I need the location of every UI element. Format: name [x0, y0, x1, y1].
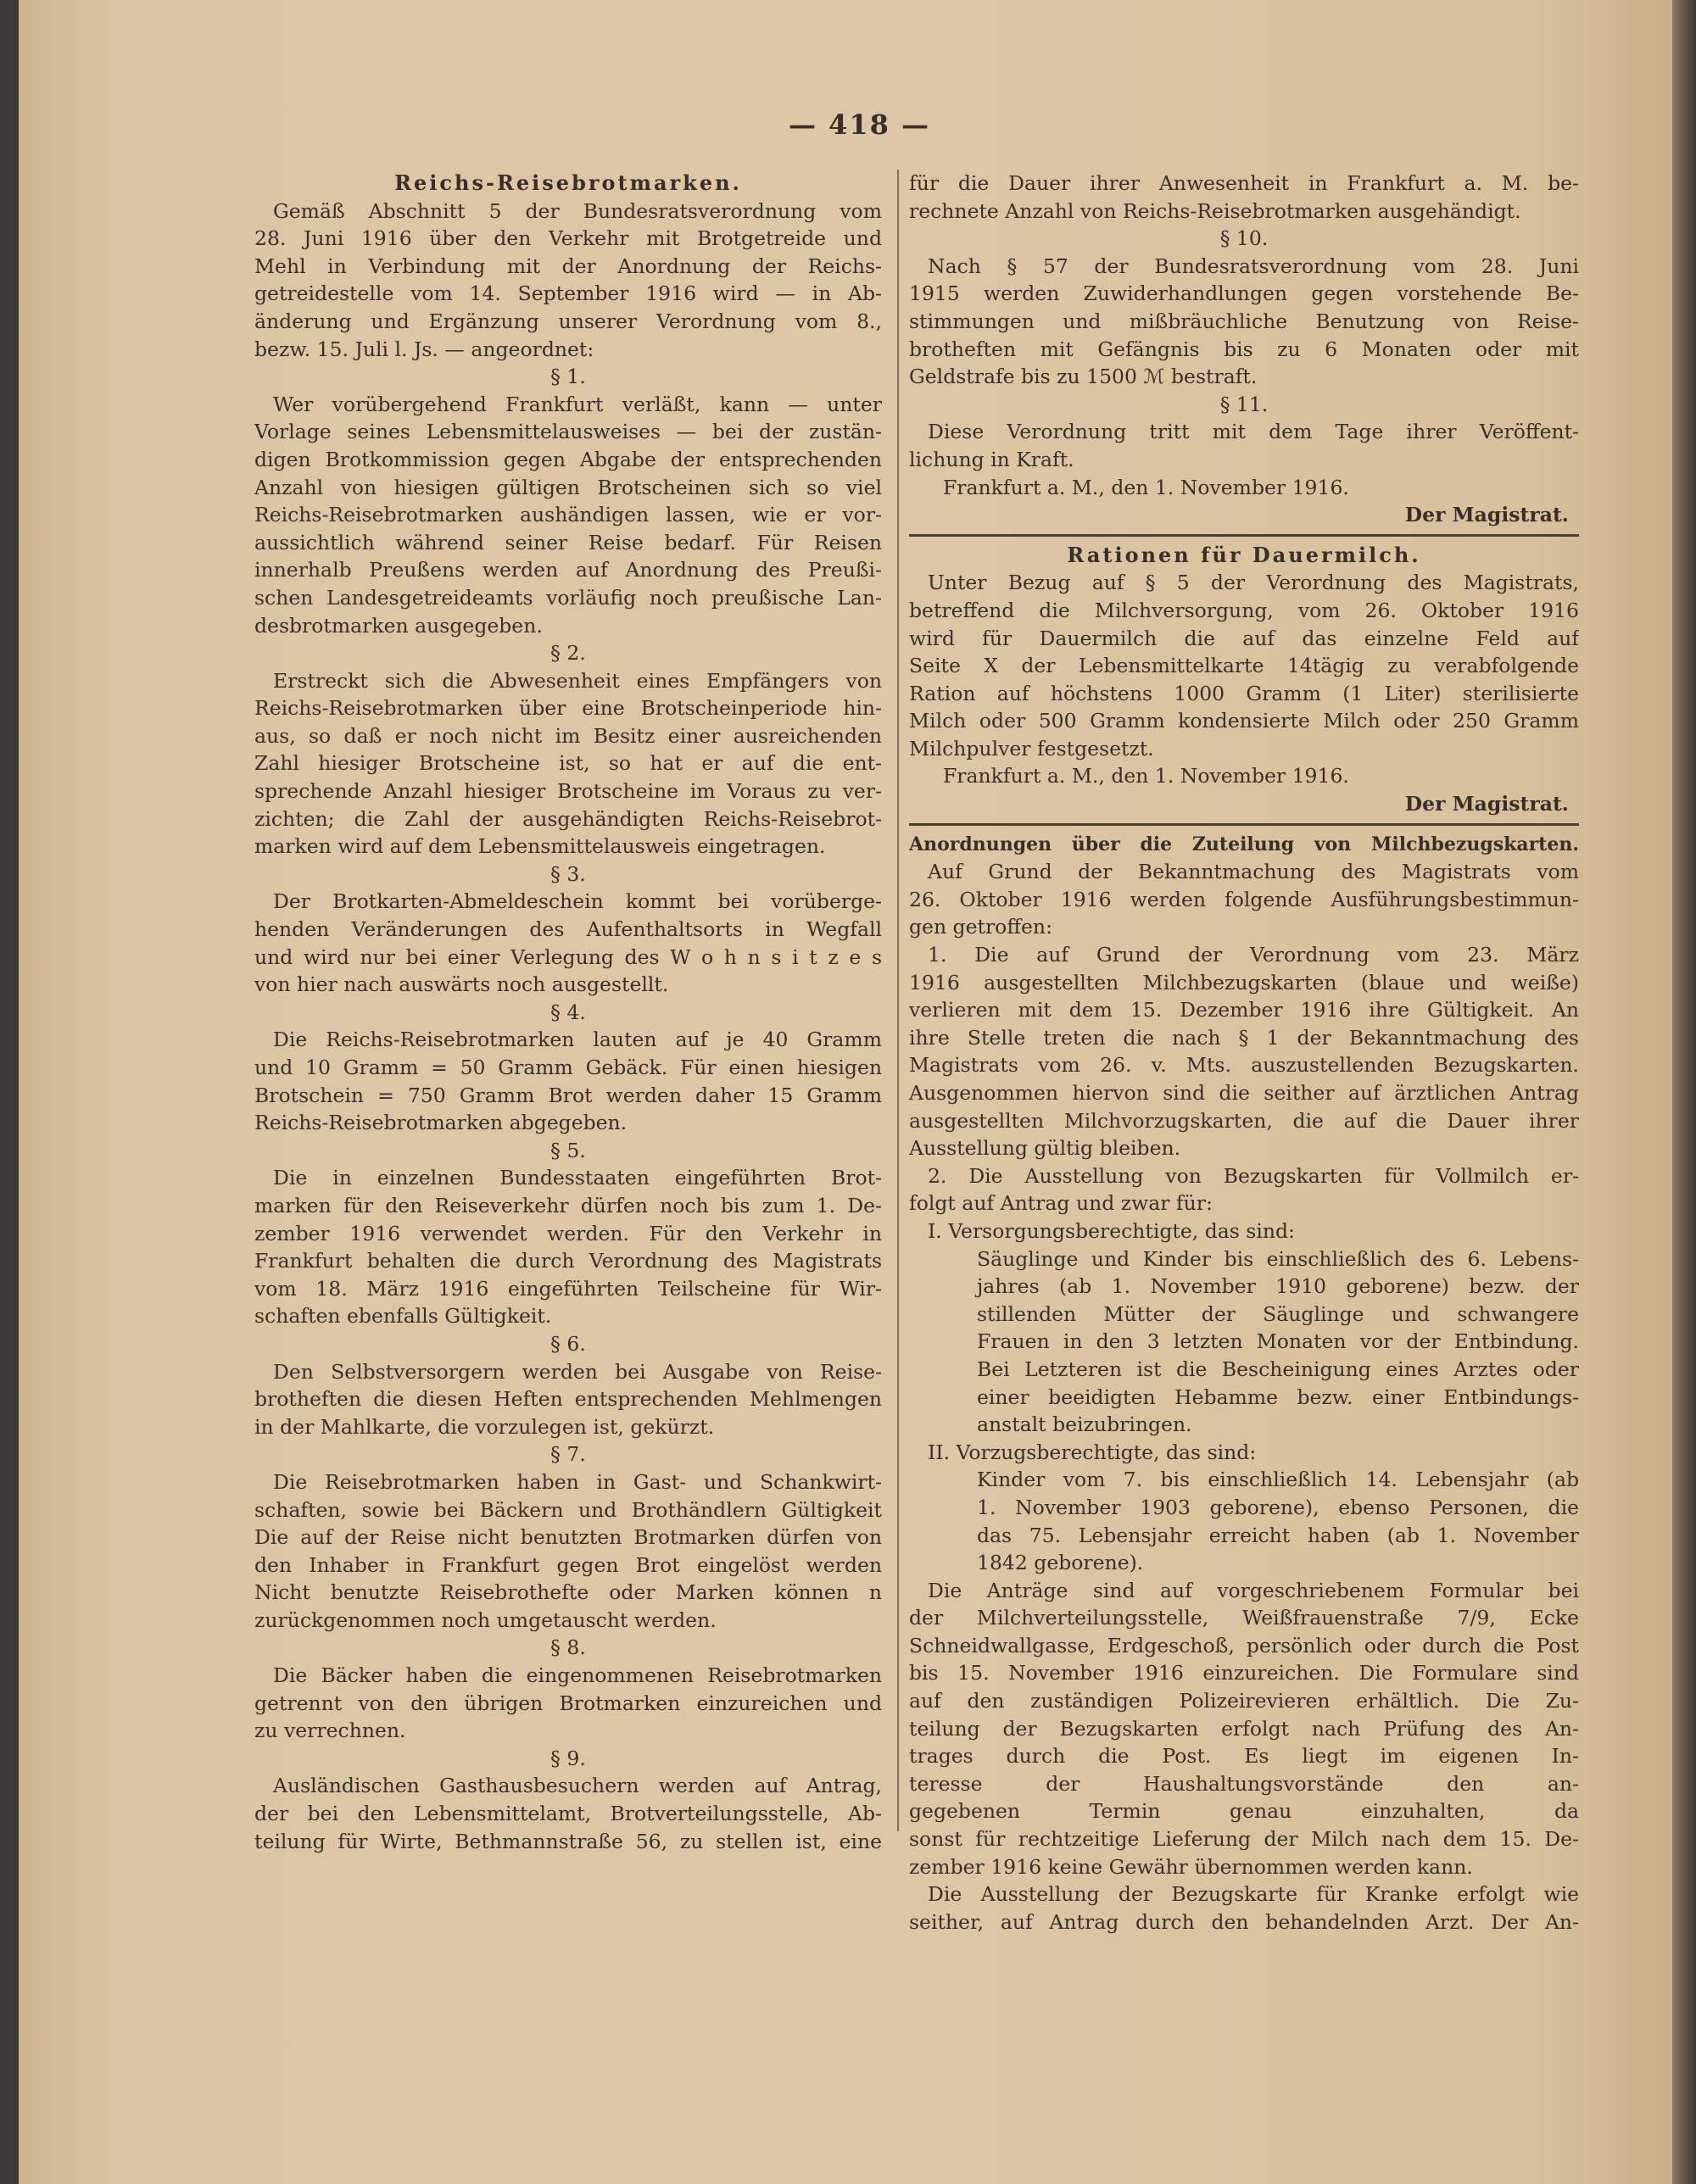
text-line: Seite X der Lebensmittelkarte 14tägig zu verabfolgende	[909, 654, 1579, 678]
text-line: Kinder vom 7. bis einschließlich 14. Lebensjahr (ab	[977, 1468, 1579, 1492]
paragraph-number: § 5.	[550, 1138, 586, 1162]
signature: Der Magistrat.	[1404, 503, 1569, 527]
signature: Der Magistrat.	[1404, 792, 1569, 816]
text-line: zember 1916 verwendet werden. Für den Verkehr in	[254, 1221, 882, 1245]
paragraph-number: § 1.	[550, 365, 586, 389]
text-line: ihre Stelle treten die nach § 1 der Bekanntmachung des	[909, 1025, 1579, 1050]
text-line: gen getroffen:	[909, 915, 1052, 939]
text-line: brotheften mit Gefängnis bis zu 6 Monaten oder mit	[909, 337, 1579, 361]
text-line: Die Anträge sind auf vorgeschriebenem Formular bei	[928, 1578, 1579, 1602]
text-line: aussichtlich während seiner Reise bedarf. Für Reisen	[254, 530, 882, 554]
text-line: anstalt beizubringen.	[977, 1412, 1192, 1437]
paragraph-number: § 8.	[550, 1635, 586, 1660]
text-line: Reichs-Reisebrotmarken abgegeben.	[254, 1111, 628, 1135]
text-line: Bei Letzteren ist die Bescheinigung eines Arztes oder	[977, 1357, 1579, 1381]
text-line: änderung und Ergänzung unserer Verordnung vom 8.,	[254, 309, 882, 333]
text-line: und 10 Gramm = 50 Gramm Gebäck. Für einen hiesigen	[254, 1056, 882, 1079]
text-line: Erstreckt sich die Abwesenheit eines Empfängers von	[273, 668, 882, 693]
text-line: Die Reichs-Reisebrotmarken lauten auf je 40 Gramm	[273, 1028, 882, 1052]
page-number: — 418 —	[789, 109, 931, 141]
book-binding-edge	[1672, 0, 1696, 2184]
text-line: verlieren mit dem 15. Dezember 1916 ihre Gültigkeit. An	[909, 998, 1579, 1022]
text-line: digen Brotkommission gegen Abgabe der entsprechenden	[254, 447, 882, 471]
text-line: 1915 werden Zuwiderhandlungen gegen vorstehende Be-	[909, 281, 1579, 306]
text-line: der Milchverteilungsstelle, Weißfrauenstraße 7/9, Ecke	[909, 1606, 1579, 1630]
text-line: den Inhaber in Frankfurt gegen Brot eingelöst werden	[254, 1552, 882, 1577]
text-line: Unter Bezug auf § 5 der Verordnung des Magistrats,	[928, 571, 1579, 595]
list-item-heading: II. Vorzugsberechtigte, das sind:	[928, 1440, 1257, 1464]
text-line: Brotschein = 750 Gramm Brot werden daher 15 Gramm	[254, 1083, 882, 1107]
text-line: Die in einzelnen Bundesstaaten eingeführten Brot-	[273, 1166, 882, 1190]
section-rule	[909, 823, 1579, 826]
text-line: ausgestellten Milchvorzugskarten, die auf die Dauer ihrer	[909, 1108, 1579, 1133]
section-title: Reichs-Reisebrotmarken.	[394, 170, 742, 195]
text-line: zichten; die Zahl der ausgehändigten Reichs-Reisebrot-	[254, 806, 882, 831]
text-line: Geldstrafe bis zu 1500 ℳ bestraft.	[909, 365, 1258, 389]
text-line: seither, auf Antrag durch den behandelnden Arzt. Der An-	[909, 1909, 1579, 1934]
text-line: stillenden Mütter der Säuglinge und schwangere	[977, 1301, 1579, 1326]
text-line: Diese Verordnung tritt mit dem Tage ihrer Veröffent-	[928, 420, 1579, 444]
text-line: von hier nach auswärts noch ausgestellt.	[254, 972, 669, 997]
text-line: sonst für rechtzeitige Lieferung der Milch nach dem 15. De-	[909, 1827, 1579, 1852]
text-line: jahres (ab 1. November 1910 geborene) bezw. der	[977, 1274, 1579, 1299]
text-line: Die Reisebrotmarken haben in Gast- und Schankwirt-	[273, 1469, 882, 1494]
text-line: teilung für Wirte, Bethmannstraße 56, zu stellen ist, eine	[254, 1829, 882, 1853]
text-line: bis 15. November 1916 einzureichen. Die Formulare sind	[909, 1661, 1579, 1685]
date-line: Frankfurt a. M., den 1. November 1916.	[943, 764, 1349, 788]
text-line: zurückgenommen noch umgetauscht werden.	[254, 1607, 717, 1632]
date-line: Frankfurt a. M., den 1. November 1916.	[943, 475, 1349, 499]
text-line: schen Landesgetreideamts vorläufig noch preußische Lan-	[254, 585, 882, 610]
text-line: vom 18. März 1916 eingeführten Teilscheine für Wir-	[254, 1276, 882, 1301]
text-line: Ration auf höchstens 1000 Gramm (1 Liter) sterilisierte	[909, 681, 1579, 705]
text-line: Säuglinge und Kinder bis einschließlich des 6. Lebens-	[977, 1246, 1579, 1271]
text-line: Der Brotkarten-Abmeldeschein kommt bei vorüberge-	[273, 889, 882, 914]
text-line: rechnete Anzahl von Reichs-Reisebrotmarken ausgehändigt.	[909, 198, 1521, 223]
section-heading: Anordnungen über die Zuteilung von Milchbezugskarten.	[909, 833, 1579, 855]
text-line: schaften ebenfalls Gültigkeit.	[254, 1304, 552, 1329]
text-line: desbrotmarken ausgegeben.	[254, 613, 543, 638]
text-line: bezw. 15. Juli l. Js. — angeordnet:	[254, 337, 594, 361]
text-line: Vorlage seines Lebensmittelausweises — bei der zustän-	[254, 420, 882, 444]
paragraph-number: § 2.	[550, 641, 586, 666]
text-line: getreidestelle vom 14. September 1916 wird — in Ab-	[254, 281, 882, 306]
text-line: Frauen in den 3 letzten Monaten vor der Entbindung.	[977, 1329, 1579, 1354]
text-line: Anzahl von hiesigen gültigen Brotscheinen sich so viel	[254, 475, 882, 499]
paragraph-number: § 10.	[1219, 226, 1269, 251]
text-line: der bei den Lebensmittelamt, Brotverteilungsstelle, Ab-	[254, 1802, 882, 1826]
text-line: marken für den Reiseverkehr dürfen noch bis zum 1. De-	[254, 1193, 882, 1217]
text-line: Die Bäcker haben die eingenommenen Reisebrotmarken	[273, 1663, 882, 1688]
paragraph-number: § 9.	[550, 1746, 586, 1770]
text-line: Milchpulver festgesetzt.	[909, 736, 1154, 760]
text-line: zu verrechnen.	[254, 1719, 406, 1743]
text-line: teilung der Bezugskarten erfolgt nach Prüfung des An-	[909, 1716, 1579, 1741]
text-line: lichung in Kraft.	[909, 447, 1074, 471]
text-line: in der Mahlkarte, die vorzulegen ist, gekürzt.	[254, 1414, 715, 1439]
text-line: für die Dauer ihrer Anwesenheit in Frankfurt a. M. be-	[909, 171, 1579, 195]
text-line: Reichs-Reisebrotmarken über eine Brotscheinperiode hin-	[254, 696, 882, 721]
text-line: Mehl in Verbindung mit der Anordnung der Reichs-	[254, 254, 882, 278]
text-line: gegebenen Termin genau einzuhalten, da	[909, 1799, 1579, 1824]
text-line: innerhalb Preußens werden auf Anordnung des Preußi-	[254, 558, 882, 582]
text-line: Ausgenommen hiervon sind die seither auf ärztlichen Antrag	[909, 1081, 1579, 1105]
text-line: Auf Grund der Bekanntmachung des Magistrats vom	[928, 860, 1579, 884]
right-column	[909, 170, 1579, 1936]
paragraph-number: § 7.	[550, 1442, 586, 1467]
text-line: stimmungen und mißbräuchliche Benutzung von Reise-	[909, 309, 1579, 333]
text-line: getrennt von den übrigen Brotmarken einzureichen und	[254, 1691, 882, 1715]
text-line: Ausländischen Gasthausbesuchern werden auf Antrag,	[273, 1774, 882, 1798]
text-line: aus, so daß er noch nicht im Besitz einer ausreichenden	[254, 723, 882, 748]
text-line: betreffend die Milchversorgung, vom 26. Oktober 1916	[909, 598, 1579, 622]
text-line: Zahl hiesiger Brotscheine ist, so hat er auf die ent-	[254, 751, 882, 776]
paragraph-number: § 3.	[550, 861, 586, 886]
text-line: einer beeidigten Hebamme bezw. einer Entbindungs-	[977, 1384, 1579, 1409]
list-item-heading: I. Versorgungsberechtigte, das sind:	[928, 1218, 1295, 1243]
text-line: Ausstellung gültig bleiben.	[909, 1136, 1181, 1161]
text-line: Reichs-Reisebrotmarken aushändigen lassen, wie er vor-	[254, 503, 882, 527]
text-line: 2. Die Ausstellung von Bezugskarten für Vollmilch er-	[928, 1163, 1579, 1188]
paragraph-number: § 11.	[1219, 392, 1269, 416]
text-line: Frankfurt behalten die durch Verordnung des Magistrats	[254, 1249, 882, 1273]
text-line: brotheften die diesen Heften entsprechenden Mehlmengen	[254, 1387, 882, 1412]
text-line: teresse der Haushaltungsvorstände den an-	[909, 1771, 1579, 1796]
scan-edge-left	[0, 0, 19, 2184]
text-line: folgt auf Antrag und zwar für:	[909, 1191, 1213, 1216]
text-line: Gemäß Abschnitt 5 der Bundesratsverordnung vom	[273, 198, 882, 223]
text-line: 28. Juni 1916 über den Verkehr mit Brotgetreide und	[254, 226, 882, 251]
paragraph-number: § 4.	[550, 1000, 586, 1024]
text-line: Wer vorübergehend Frankfurt verläßt, kann — unter	[273, 392, 882, 416]
text-line: Die auf der Reise nicht benutzten Brotmarken dürfen von	[254, 1525, 882, 1550]
text-line: 1. Die auf Grund der Verordnung vom 23. März	[928, 943, 1579, 967]
text-line: wird für Dauermilch die auf das einzelne Feld auf	[909, 626, 1579, 650]
text-line: Die Ausstellung der Bezugskarte für Kranke erfolgt wie	[928, 1882, 1579, 1907]
text-line: 1842 geborene).	[977, 1551, 1144, 1575]
text-line: Nicht benutzte Reisebrothefte oder Marken können n	[254, 1580, 882, 1605]
text-line: henden Veränderungen des Aufenthaltsorts in Wegfall	[254, 917, 882, 942]
section-title: Rationen für Dauermilch.	[1067, 542, 1421, 567]
text-line: auf den zuständigen Polizeirevieren erhältlich. Die Zu-	[909, 1689, 1579, 1713]
text-line: zember 1916 keine Gewähr übernommen werden kann.	[909, 1854, 1473, 1879]
text-line: marken wird auf dem Lebensmittelausweis eingetragen.	[254, 834, 826, 859]
text-line: Den Selbstversorgern werden bei Ausgabe von Reise-	[273, 1359, 882, 1384]
section-rule	[909, 534, 1579, 537]
text-line: 26. Oktober 1916 werden folgende Ausführungsbestimmun-	[909, 887, 1579, 911]
text-line: Nach § 57 der Bundesratsverordnung vom 28. Juni	[928, 254, 1579, 278]
text-line: sprechende Anzahl hiesiger Brotscheine im Voraus zu ver-	[254, 779, 882, 804]
paragraph-number: § 6.	[550, 1331, 586, 1356]
text-line: schaften, sowie bei Bäckern und Brothändlern Gültigkeit	[254, 1497, 882, 1522]
text-line: das 75. Lebensjahr erreicht haben (ab 1. November	[977, 1523, 1579, 1547]
text-line: trages durch die Post. Es liegt im eigenen In-	[909, 1744, 1579, 1769]
text-line: 1. November 1903 geborene), ebenso Personen, die	[977, 1495, 1579, 1519]
text-line: Magistrats vom 26. v. Mts. auszustellenden Bezugskarten.	[909, 1053, 1579, 1078]
text-line: und wird nur bei einer Verlegung des W o h n s i t z e s	[254, 944, 882, 969]
left-column	[254, 170, 882, 1855]
text-line: 1916 ausgestellten Milchbezugskarten (blaue und weiße)	[909, 970, 1579, 994]
text-line: Milch oder 500 Gramm kondensierte Milch oder 250 Gramm	[909, 709, 1579, 733]
column-divider	[897, 170, 899, 1831]
text-line: Schneidwallgasse, Erdgeschoß, persönlich oder durch die Post	[909, 1633, 1579, 1658]
